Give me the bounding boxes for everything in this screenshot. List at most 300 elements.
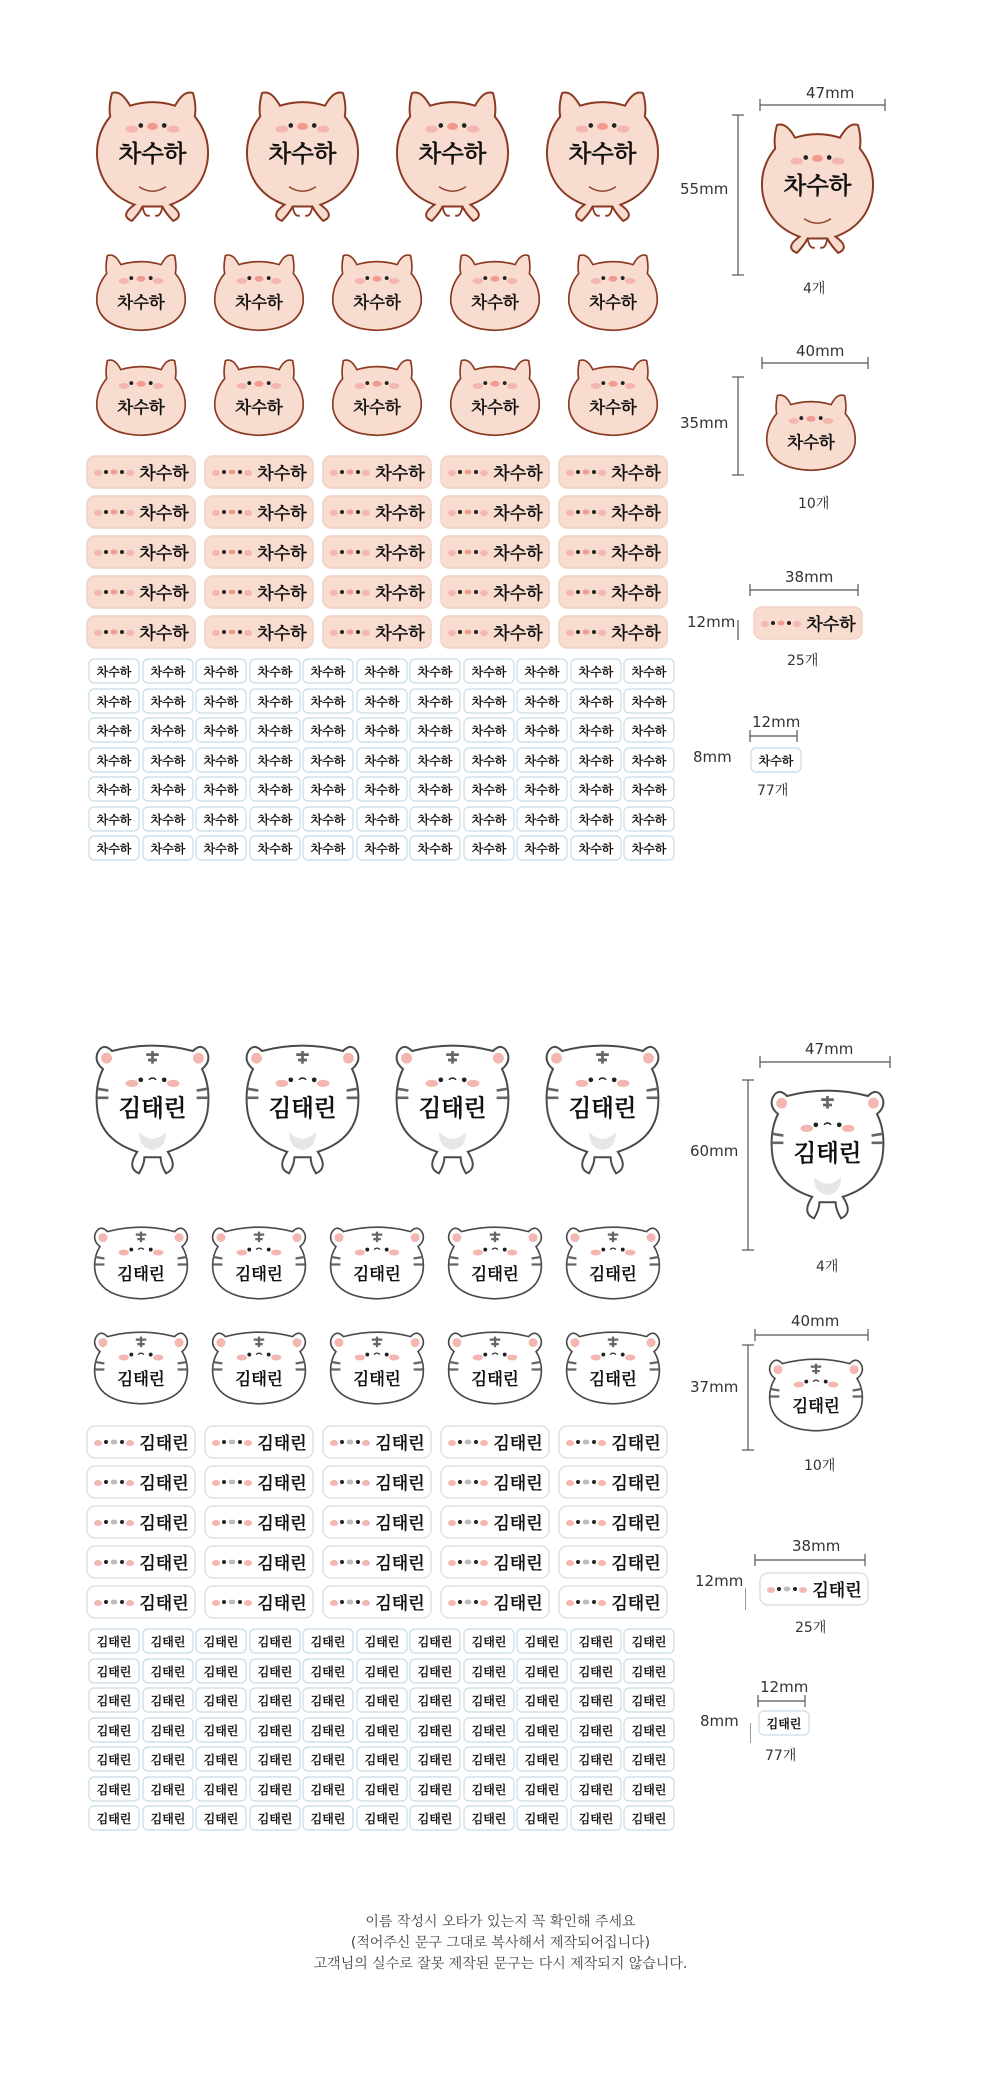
svg-text:차수하: 차수하	[96, 694, 132, 709]
pig-name-label-sticker	[203, 535, 315, 573]
pig-name-label-sticker	[203, 575, 315, 613]
svg-text:차수하: 차수하	[310, 753, 346, 768]
pig-mini-sticker	[516, 688, 568, 718]
svg-text:차수하: 차수하	[578, 694, 613, 709]
svg-text:차수하: 차수하	[257, 544, 307, 564]
svg-text:차수하: 차수하	[578, 783, 613, 797]
svg-text:김태린: 김태린	[96, 1635, 132, 1649]
svg-text:김태린: 김태린	[139, 1554, 189, 1574]
svg-text:김태린: 김태린	[257, 1753, 292, 1767]
svg-text:김태린: 김태린	[417, 1694, 453, 1708]
svg-text:김태린: 김태린	[493, 1594, 543, 1614]
tiger-mini-sticker	[516, 1776, 568, 1806]
pig-mini-sticker	[88, 835, 140, 865]
pig-mini-count: 77개	[757, 783, 789, 799]
tiger-mini-sticker	[142, 1805, 194, 1835]
tiger-mini-sticker	[302, 1628, 354, 1658]
svg-text:차수하: 차수하	[310, 665, 346, 679]
svg-text:차수하: 차수하	[524, 842, 560, 856]
svg-text:차수하: 차수하	[417, 753, 453, 768]
tiger-mini-sticker	[302, 1805, 354, 1835]
svg-text:차수하: 차수하	[310, 842, 346, 856]
pig-mini-sticker	[409, 776, 461, 806]
svg-text:김태린: 김태린	[150, 1812, 185, 1826]
svg-text:차수하: 차수하	[375, 544, 425, 564]
svg-text:김태린: 김태린	[203, 1812, 239, 1826]
svg-text:김태린: 김태린	[364, 1694, 399, 1708]
svg-text:김태린: 김태린	[766, 1717, 802, 1731]
tiger-small-height-label: 12mm	[695, 1572, 744, 1590]
tiger-large-sample-sticker	[760, 1075, 895, 1229]
svg-text:차수하: 차수하	[310, 812, 346, 827]
svg-text:김태린: 김태린	[631, 1664, 667, 1679]
svg-text:김태린: 김태린	[364, 1753, 399, 1767]
pig-mini-sticker	[302, 747, 354, 777]
svg-text:김태린: 김태린	[310, 1694, 346, 1708]
svg-text:김태린: 김태린	[611, 1514, 661, 1534]
tiger-mini-sticker	[356, 1687, 408, 1717]
tiger-mini-sticker	[249, 1717, 301, 1747]
svg-text:차수하: 차수하	[203, 724, 239, 738]
tiger-name-label-sticker	[321, 1585, 433, 1623]
tiger-mini-sticker	[88, 1776, 140, 1806]
svg-text:차수하: 차수하	[524, 724, 560, 738]
svg-text:차수하: 차수하	[493, 624, 543, 644]
tiger-medium-sticker	[321, 1210, 433, 1314]
tiger-mini-sticker	[195, 1717, 247, 1747]
svg-text:차수하: 차수하	[139, 464, 189, 484]
pig-medium-sticker	[321, 345, 433, 449]
tiger-mini-sticker	[409, 1776, 461, 1806]
svg-text:차수하: 차수하	[203, 842, 239, 856]
svg-text:김태린: 김태린	[203, 1753, 239, 1767]
svg-text:차수하: 차수하	[611, 584, 661, 604]
svg-text:김태린: 김태린	[139, 1514, 189, 1534]
tiger-name-label-sticker	[557, 1505, 669, 1543]
pig-medium-width-label: 40mm	[796, 342, 845, 360]
pig-mini-sticker	[516, 658, 568, 688]
svg-text:차수하: 차수하	[568, 139, 637, 168]
pig-mini-sticker	[463, 688, 515, 718]
notice-line-3: 고객님의 실수로 잘못 제작된 문구는 다시 제작되지 않습니다.	[313, 1956, 688, 1972]
svg-text:김태린: 김태린	[611, 1434, 661, 1454]
svg-text:차수하: 차수하	[524, 694, 560, 709]
pig-mini-sticker	[88, 776, 140, 806]
svg-text:김태린: 김태린	[96, 1812, 132, 1826]
tiger-mini-sticker	[463, 1746, 515, 1776]
tiger-mini-sample-sticker	[758, 1710, 810, 1740]
svg-text:차수하: 차수하	[524, 812, 560, 827]
pig-mini-sticker	[356, 835, 408, 865]
svg-text:김태린: 김태린	[150, 1723, 185, 1738]
pig-large-count: 4개	[803, 281, 826, 297]
svg-text:김태린: 김태린	[139, 1474, 189, 1494]
pig-mini-sticker	[623, 658, 675, 688]
svg-text:김태린: 김태린	[96, 1664, 132, 1679]
tiger-mini-sticker	[142, 1776, 194, 1806]
pig-mini-sticker	[142, 658, 194, 688]
tiger-mini-sticker	[623, 1717, 675, 1747]
tiger-mini-sticker	[302, 1776, 354, 1806]
svg-text:김태린: 김태린	[203, 1694, 239, 1708]
svg-text:차수하: 차수하	[578, 812, 613, 827]
svg-text:차수하: 차수하	[578, 842, 613, 856]
svg-text:김태린: 김태린	[418, 1093, 487, 1122]
tiger-name-label-sticker	[557, 1465, 669, 1503]
tiger-mini-sticker	[570, 1776, 622, 1806]
pig-mini-sticker	[516, 717, 568, 747]
svg-text:김태린: 김태린	[353, 1369, 401, 1389]
pig-mini-sticker	[570, 717, 622, 747]
svg-text:김태린: 김태린	[364, 1782, 399, 1797]
svg-text:김태린: 김태린	[524, 1753, 560, 1767]
tiger-mini-sticker	[409, 1717, 461, 1747]
svg-text:김태린: 김태린	[471, 1753, 506, 1767]
svg-text:김태린: 김태린	[471, 1635, 506, 1649]
svg-text:차수하: 차수하	[268, 139, 337, 168]
tiger-name-label-sticker	[203, 1585, 315, 1623]
svg-text:차수하: 차수하	[578, 724, 613, 738]
pig-name-label-sticker	[203, 455, 315, 493]
pig-mini-sticker	[302, 717, 354, 747]
svg-text:김태린: 김태린	[611, 1474, 661, 1494]
pig-mini-height-label: 8mm	[693, 748, 732, 766]
tiger-mini-sticker	[356, 1658, 408, 1688]
pig-small-height-label: 12mm	[687, 613, 736, 631]
tiger-large-height-label: 60mm	[690, 1142, 739, 1160]
svg-text:차수하: 차수하	[96, 665, 132, 679]
svg-text:차수하: 차수하	[139, 504, 189, 524]
pig-mini-sticker	[195, 747, 247, 777]
svg-text:차수하: 차수하	[257, 504, 307, 524]
svg-text:차수하: 차수하	[375, 624, 425, 644]
pig-mini-sticker	[409, 688, 461, 718]
svg-text:차수하: 차수하	[631, 812, 667, 827]
pig-mini-sticker	[570, 776, 622, 806]
tiger-mini-sticker	[570, 1805, 622, 1835]
svg-text:김태린: 김태린	[257, 1694, 292, 1708]
svg-text:차수하: 차수하	[364, 665, 399, 679]
svg-text:김태린: 김태린	[257, 1664, 292, 1679]
svg-text:김태린: 김태린	[150, 1782, 185, 1797]
svg-text:김태린: 김태린	[417, 1664, 453, 1679]
svg-text:김태린: 김태린	[793, 1138, 862, 1167]
pig-mini-sticker	[409, 806, 461, 836]
svg-text:김태린: 김태린	[310, 1782, 346, 1797]
tiger-mini-sticker	[463, 1628, 515, 1658]
svg-text:차수하: 차수하	[235, 292, 283, 312]
tiger-mini-sticker	[463, 1658, 515, 1688]
tiger-medium-sticker	[85, 1315, 197, 1419]
svg-text:차수하: 차수하	[139, 624, 189, 644]
tiger-mini-sticker	[88, 1746, 140, 1776]
pig-mini-sticker	[516, 747, 568, 777]
svg-text:차수하: 차수하	[578, 753, 613, 768]
pig-name-label-sticker	[439, 575, 551, 613]
tiger-mini-sticker	[195, 1658, 247, 1688]
pig-mini-sticker	[570, 806, 622, 836]
tiger-mini-sticker	[88, 1687, 140, 1717]
tiger-name-label-sticker	[439, 1465, 551, 1503]
svg-text:김태린: 김태린	[524, 1723, 560, 1738]
tiger-mini-sticker	[88, 1628, 140, 1658]
svg-text:차수하: 차수하	[364, 724, 399, 738]
svg-text:차수하: 차수하	[117, 397, 165, 417]
svg-text:차수하: 차수하	[96, 812, 132, 827]
svg-text:차수하: 차수하	[203, 694, 239, 709]
tiger-mini-sticker	[302, 1658, 354, 1688]
pig-medium-sticker	[557, 240, 669, 344]
tiger-mini-count: 77개	[765, 1748, 797, 1764]
tiger-mini-sticker	[195, 1746, 247, 1776]
svg-text:김태린: 김태린	[611, 1554, 661, 1574]
pig-mini-sticker	[142, 717, 194, 747]
svg-text:김태린: 김태린	[524, 1664, 560, 1679]
svg-text:김태린: 김태린	[310, 1664, 346, 1679]
pig-mini-sticker	[302, 688, 354, 718]
tiger-large-count: 4개	[816, 1259, 839, 1275]
svg-text:김태린: 김태린	[417, 1723, 453, 1738]
pig-mini-sticker	[302, 806, 354, 836]
pig-large-height-label: 55mm	[680, 180, 729, 198]
tiger-mini-sticker	[356, 1805, 408, 1835]
pig-name-label-sticker	[557, 575, 669, 613]
tiger-mini-sticker	[88, 1805, 140, 1835]
pig-name-label-sticker	[557, 535, 669, 573]
tiger-name-label-sticker	[203, 1425, 315, 1463]
svg-text:김태린: 김태린	[150, 1664, 185, 1679]
pig-name-label-sticker	[85, 615, 197, 653]
tiger-mini-sticker	[302, 1687, 354, 1717]
svg-text:차수하: 차수하	[375, 464, 425, 484]
svg-text:김태린: 김태린	[631, 1812, 667, 1826]
pig-large-width-label: 47mm	[806, 84, 855, 102]
svg-text:차수하: 차수하	[471, 753, 506, 768]
svg-text:차수하: 차수하	[364, 783, 399, 797]
pig-mini-sticker	[195, 658, 247, 688]
tiger-medium-width-label: 40mm	[791, 1312, 840, 1330]
pig-name-label-sticker	[203, 615, 315, 653]
pig-large-sticker	[85, 80, 220, 229]
svg-text:차수하: 차수하	[117, 292, 165, 312]
tiger-mini-sticker	[249, 1746, 301, 1776]
svg-text:차수하: 차수하	[631, 724, 667, 738]
svg-text:김태린: 김태린	[364, 1812, 399, 1826]
svg-text:차수하: 차수하	[631, 694, 667, 709]
svg-text:김태린: 김태린	[257, 1434, 307, 1454]
tiger-mini-sticker	[623, 1628, 675, 1658]
pig-mini-sticker	[356, 658, 408, 688]
svg-text:차수하: 차수하	[203, 753, 239, 768]
svg-text:차수하: 차수하	[611, 504, 661, 524]
tiger-name-label-sticker	[321, 1545, 433, 1583]
pig-mini-sticker	[88, 717, 140, 747]
svg-text:김태린: 김태린	[310, 1723, 346, 1738]
tiger-mini-sticker	[516, 1658, 568, 1688]
pig-mini-width-label: 12mm	[752, 713, 801, 731]
svg-text:김태린: 김태린	[568, 1093, 637, 1122]
svg-text:김태린: 김태린	[139, 1434, 189, 1454]
svg-text:차수하: 차수하	[235, 397, 283, 417]
tiger-mini-sticker	[570, 1687, 622, 1717]
pig-mini-sticker	[570, 747, 622, 777]
svg-text:김태린: 김태린	[471, 1664, 506, 1679]
pig-mini-sticker	[249, 688, 301, 718]
pig-name-label-sticker	[85, 495, 197, 533]
tiger-large-sticker	[535, 1030, 670, 1184]
tiger-name-label-sticker	[85, 1425, 197, 1463]
tiger-mini-sticker	[195, 1687, 247, 1717]
svg-text:차수하: 차수하	[310, 694, 346, 709]
pig-mini-sticker	[195, 776, 247, 806]
tiger-mini-sticker	[623, 1658, 675, 1688]
pig-mini-sticker	[249, 658, 301, 688]
tiger-mini-sticker	[249, 1658, 301, 1688]
tiger-small-sample-sticker	[758, 1572, 870, 1610]
svg-text:차수하: 차수하	[578, 665, 613, 679]
svg-text:김태린: 김태린	[203, 1723, 239, 1738]
pig-mini-sticker	[356, 717, 408, 747]
tiger-mini-sticker	[516, 1746, 568, 1776]
pig-medium-sticker	[557, 345, 669, 449]
svg-text:차수하: 차수하	[417, 842, 453, 856]
tiger-mini-sticker	[356, 1628, 408, 1658]
pig-medium-sticker	[85, 345, 197, 449]
svg-text:김태린: 김태린	[235, 1264, 283, 1284]
pig-mini-sticker	[195, 835, 247, 865]
svg-text:김태린: 김태린	[375, 1514, 425, 1534]
svg-text:차수하: 차수하	[364, 812, 399, 827]
svg-text:김태린: 김태린	[812, 1581, 862, 1601]
svg-text:김태린: 김태린	[493, 1514, 543, 1534]
svg-text:차수하: 차수하	[471, 292, 519, 312]
tiger-name-label-sticker	[203, 1465, 315, 1503]
svg-text:김태린: 김태린	[375, 1554, 425, 1574]
svg-text:김태린: 김태린	[631, 1753, 667, 1767]
pig-mini-sticker	[463, 835, 515, 865]
svg-text:차수하: 차수하	[611, 624, 661, 644]
svg-text:김태린: 김태린	[203, 1664, 239, 1679]
pig-mini-sticker	[463, 806, 515, 836]
svg-text:차수하: 차수하	[257, 584, 307, 604]
svg-text:김태린: 김태린	[257, 1554, 307, 1574]
svg-text:김태린: 김태린	[578, 1635, 613, 1649]
pig-mini-sticker	[409, 835, 461, 865]
pig-mini-sticker	[516, 806, 568, 836]
svg-text:차수하: 차수하	[806, 615, 856, 635]
pig-mini-sticker	[463, 658, 515, 688]
svg-text:김태린: 김태린	[524, 1812, 560, 1826]
svg-text:차수하: 차수하	[96, 753, 132, 768]
tiger-mini-sticker	[249, 1628, 301, 1658]
svg-text:차수하: 차수하	[417, 724, 453, 738]
tiger-mini-sticker	[142, 1687, 194, 1717]
pig-mini-sticker	[88, 658, 140, 688]
tiger-mini-sticker	[142, 1717, 194, 1747]
tiger-mini-sticker	[463, 1805, 515, 1835]
svg-text:김태린: 김태린	[310, 1635, 346, 1649]
svg-text:김태린: 김태린	[524, 1782, 560, 1797]
notice-line-2: (적어주신 문구 그대로 복사해서 제작되어집니다)	[350, 1935, 651, 1951]
pig-medium-count: 10개	[798, 496, 830, 512]
svg-text:차수하: 차수하	[203, 665, 239, 679]
svg-text:차수하: 차수하	[150, 724, 185, 738]
pig-name-label-sticker	[557, 615, 669, 653]
pig-name-label-sticker	[321, 535, 433, 573]
svg-text:차수하: 차수하	[631, 665, 667, 679]
svg-text:김태린: 김태린	[118, 1093, 187, 1122]
svg-text:차수하: 차수하	[139, 584, 189, 604]
svg-text:김태린: 김태린	[471, 1264, 519, 1284]
tiger-mini-sticker	[463, 1687, 515, 1717]
notice-line-1: 이름 작성시 오타가 있는지 꼭 확인해 주세요	[365, 1914, 636, 1930]
tiger-medium-sticker	[439, 1315, 551, 1419]
pig-mini-sticker	[463, 717, 515, 747]
pig-mini-sticker	[195, 688, 247, 718]
tiger-mini-height-label: 8mm	[700, 1712, 739, 1730]
pig-mini-sticker	[249, 806, 301, 836]
pig-mini-sticker	[142, 776, 194, 806]
tiger-mini-sticker	[356, 1776, 408, 1806]
svg-text:차수하: 차수하	[471, 842, 506, 856]
tiger-name-label-sticker	[203, 1505, 315, 1543]
tiger-mini-sticker	[195, 1628, 247, 1658]
tiger-small-count: 25개	[795, 1620, 827, 1636]
pig-mini-sticker	[249, 835, 301, 865]
pig-mini-sticker	[356, 806, 408, 836]
tiger-large-sticker	[385, 1030, 520, 1184]
pig-large-sticker	[535, 80, 670, 229]
svg-text:차수하: 차수하	[257, 812, 292, 827]
tiger-mini-sticker	[249, 1776, 301, 1806]
tiger-medium-sticker	[321, 1315, 433, 1419]
svg-text:김태린: 김태린	[493, 1434, 543, 1454]
pig-mini-sticker	[570, 835, 622, 865]
svg-text:차수하: 차수하	[471, 665, 506, 679]
pig-mini-sticker	[302, 776, 354, 806]
svg-text:차수하: 차수하	[471, 397, 519, 417]
svg-text:김태린: 김태린	[631, 1694, 667, 1708]
svg-text:차수하: 차수하	[524, 665, 560, 679]
pig-mini-sticker	[249, 747, 301, 777]
tiger-name-label-sticker	[557, 1585, 669, 1623]
tiger-medium-count: 10개	[804, 1458, 836, 1474]
tiger-large-sticker	[235, 1030, 370, 1184]
pig-name-label-sticker	[321, 575, 433, 613]
tiger-name-label-sticker	[321, 1425, 433, 1463]
svg-text:김태린: 김태린	[96, 1753, 132, 1767]
svg-text:차수하: 차수하	[364, 753, 399, 768]
svg-text:김태린: 김태린	[364, 1635, 399, 1649]
svg-text:김태린: 김태린	[578, 1812, 613, 1826]
tiger-mini-sticker	[409, 1687, 461, 1717]
pig-medium-sticker	[439, 345, 551, 449]
svg-text:차수하: 차수하	[203, 783, 239, 797]
svg-text:차수하: 차수하	[471, 724, 506, 738]
pig-medium-sticker	[85, 240, 197, 344]
svg-text:김태린: 김태린	[589, 1369, 637, 1389]
tiger-medium-height-label: 37mm	[690, 1378, 739, 1396]
svg-text:김태린: 김태린	[257, 1723, 292, 1738]
svg-text:차수하: 차수하	[353, 397, 401, 417]
tiger-medium-sticker	[85, 1210, 197, 1314]
pig-mini-sticker	[356, 776, 408, 806]
svg-text:차수하: 차수하	[257, 464, 307, 484]
svg-text:차수하: 차수하	[589, 397, 637, 417]
tiger-name-label-sticker	[85, 1545, 197, 1583]
svg-text:김태린: 김태린	[578, 1694, 613, 1708]
svg-text:차수하: 차수하	[524, 783, 560, 797]
